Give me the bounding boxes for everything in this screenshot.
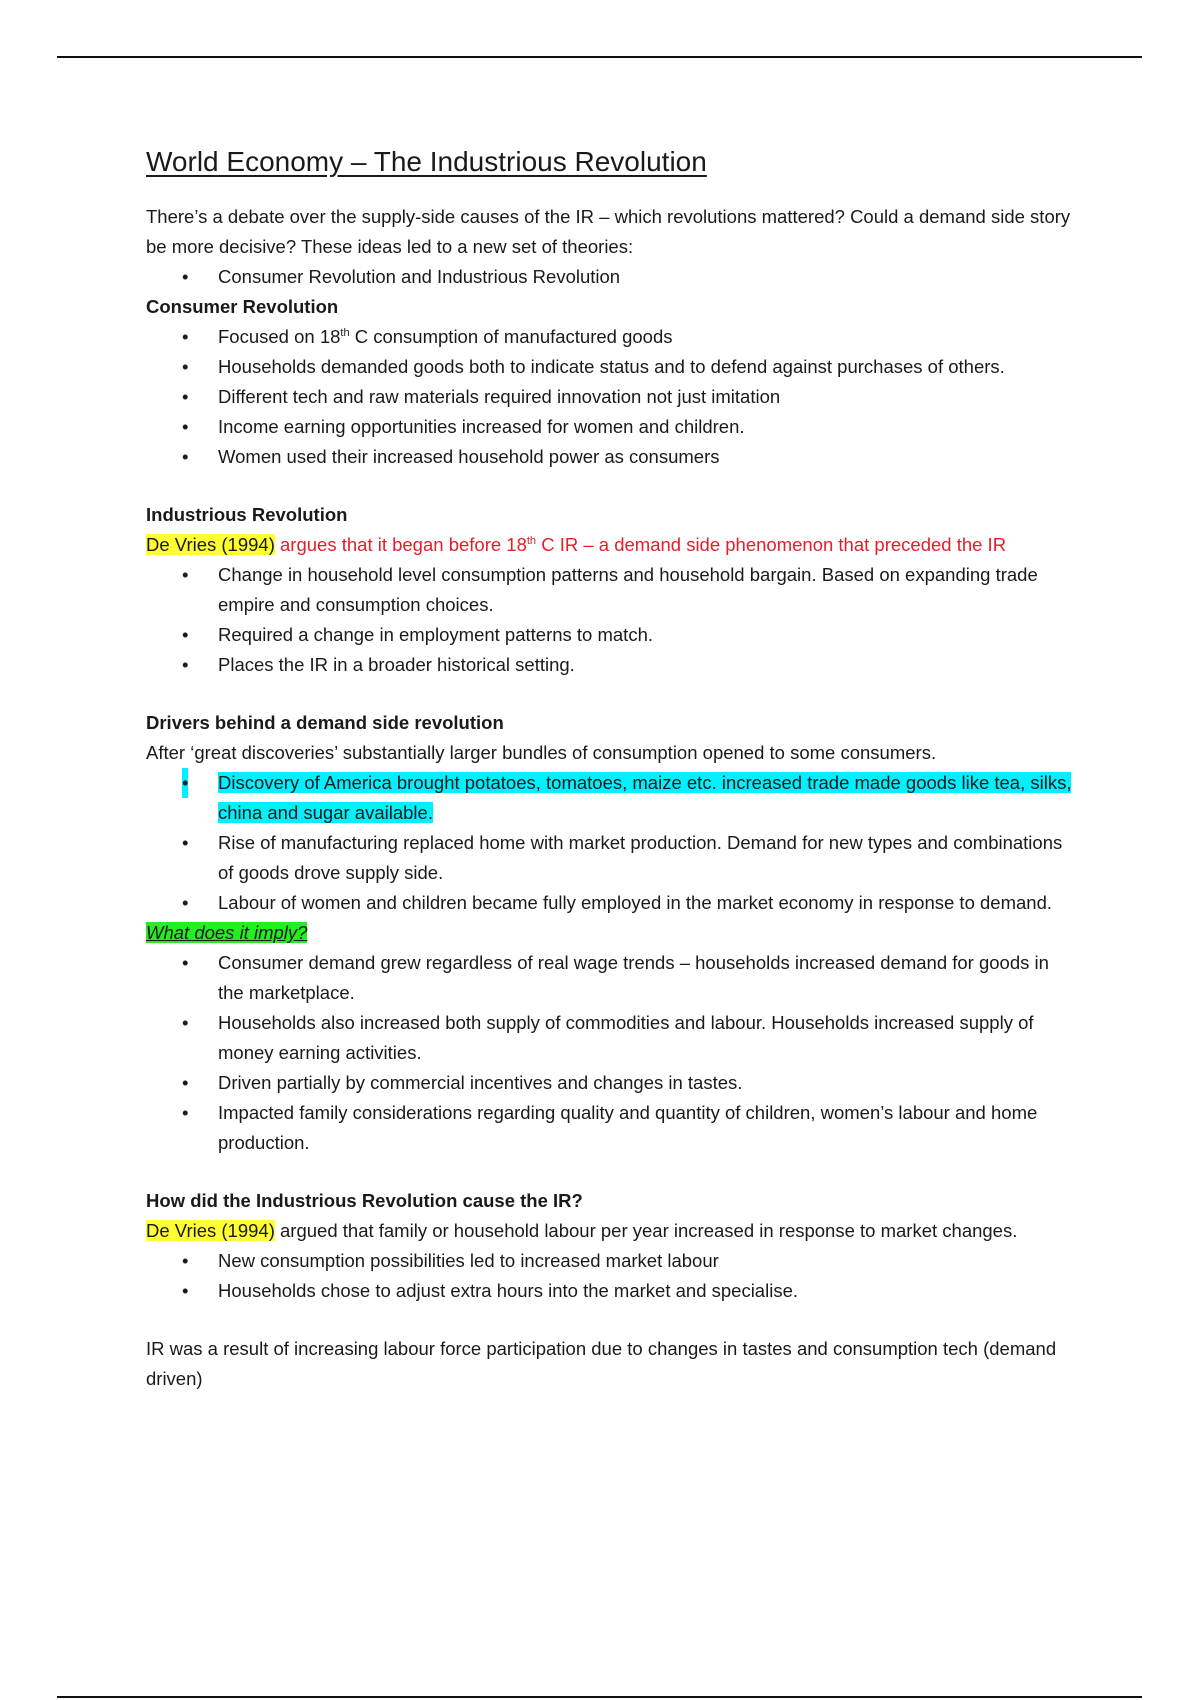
list-item: • Required a change in employment patterns to match. [146,620,1076,650]
section-heading-consumer: Consumer Revolution [146,296,339,318]
citation: De Vries (1994) [146,534,275,556]
industrious-list [146,560,1076,680]
bullet-icon: • [182,1280,189,1302]
list-item: • Consumer Revolution and Industrious Revolution [146,262,1076,292]
bullet-icon: • [182,386,189,408]
bullet-icon: • [182,416,189,438]
bullet-icon: • [182,326,189,348]
bullet-icon: • [182,356,189,378]
list-item: • Different tech and raw materials required innovation not just imitation [146,382,1076,412]
list-item: • Labour of women and children became fully employed in the market economy in response to demand. [146,888,1076,918]
list-item: • Places the IR in a broader historical setting. [146,650,1076,680]
list-item: • Rise of manufacturing replaced home with market production. Demand for new types and combinations of goods drove supply side. [146,828,1076,888]
citation: De Vries (1994) [146,1220,275,1242]
highlighted-text: Discovery of America brought potatoes, tomatoes, maize etc. increased trade made goods like tea, silks, china and sugar available. [218,772,1072,824]
list-item: • Focused on 18th C consumption of manufactured goods [146,322,1076,352]
cause-list [146,1246,1076,1306]
consumer-list [146,322,1076,472]
list-item: • Change in household level consumption patterns and household bargain. Based on expanding trade empire and consumption choices. [146,560,1076,620]
imply-heading: What does it imply? [146,922,308,944]
bullet-icon: • [182,624,189,646]
drivers-paragraph: After ‘great discoveries’ substantially larger bundles of consumption opened to some consumers. [146,742,937,764]
industrious-claim: De Vries (1994) argues that it began before 18th C IR – a demand side phenomenon that preceded the IR [146,534,1007,556]
header-rule [57,56,1142,58]
footer-rule [57,1696,1142,1698]
bullet-icon: • [182,1102,189,1124]
list-item: • Women used their increased household power as consumers [146,442,1076,472]
list-item: • Driven partially by commercial incentives and changes in tastes. [146,1068,1076,1098]
imply-list [146,948,1076,1158]
section-heading-cause: How did the Industrious Revolution cause the IR? [146,1190,583,1212]
bullet-icon: • [182,1012,189,1034]
section-heading-drivers: Drivers behind a demand side revolution [146,712,504,734]
bullet-icon: • [182,266,189,288]
list-item [146,768,1076,828]
cause-paragraph: De Vries (1994) argued that family or household labour per year increased in response to market changes. [146,1220,1018,1242]
page-title: World Economy – The Industrious Revolution [146,146,707,177]
intro-list [146,262,1076,292]
list-item: • New consumption possibilities led to increased market labour [146,1246,1076,1276]
bullet-icon: • [182,446,189,468]
list-item: • Impacted family considerations regarding quality and quantity of children, women’s labour and home production. [146,1098,1076,1158]
bullet-icon: • [182,1072,189,1094]
list-item: • Households also increased both supply of commodities and labour. Households increased supply of money earning activities. [146,1008,1076,1068]
intro-paragraph: There’s a debate over the supply-side causes of the IR – which revolutions mattered? Could a demand side story be more decisive? These ideas led to a new set of theories: [146,206,1071,258]
bullet-icon: • [182,892,189,914]
bullet-icon: • [182,654,189,676]
document-page [146,146,1076,1394]
bullet-icon: • [182,832,189,854]
bullet-icon: • [182,768,188,798]
bullet-icon: • [182,952,189,974]
bullet-icon: • [182,564,189,586]
drivers-list [146,768,1076,918]
list-item: • Households chose to adjust extra hours into the market and specialise. [146,1276,1076,1306]
conclusion-paragraph: IR was a result of increasing labour force participation due to changes in tastes and consumption tech (demand driven) [146,1338,1057,1390]
list-item: • Income earning opportunities increased for women and children. [146,412,1076,442]
section-heading-industrious: Industrious Revolution [146,504,348,526]
bullet-icon: • [182,1250,189,1272]
list-item: • Households demanded goods both to indicate status and to defend against purchases of others. [146,352,1076,382]
list-item: • Consumer demand grew regardless of real wage trends – households increased demand for goods in the marketplace. [146,948,1076,1008]
